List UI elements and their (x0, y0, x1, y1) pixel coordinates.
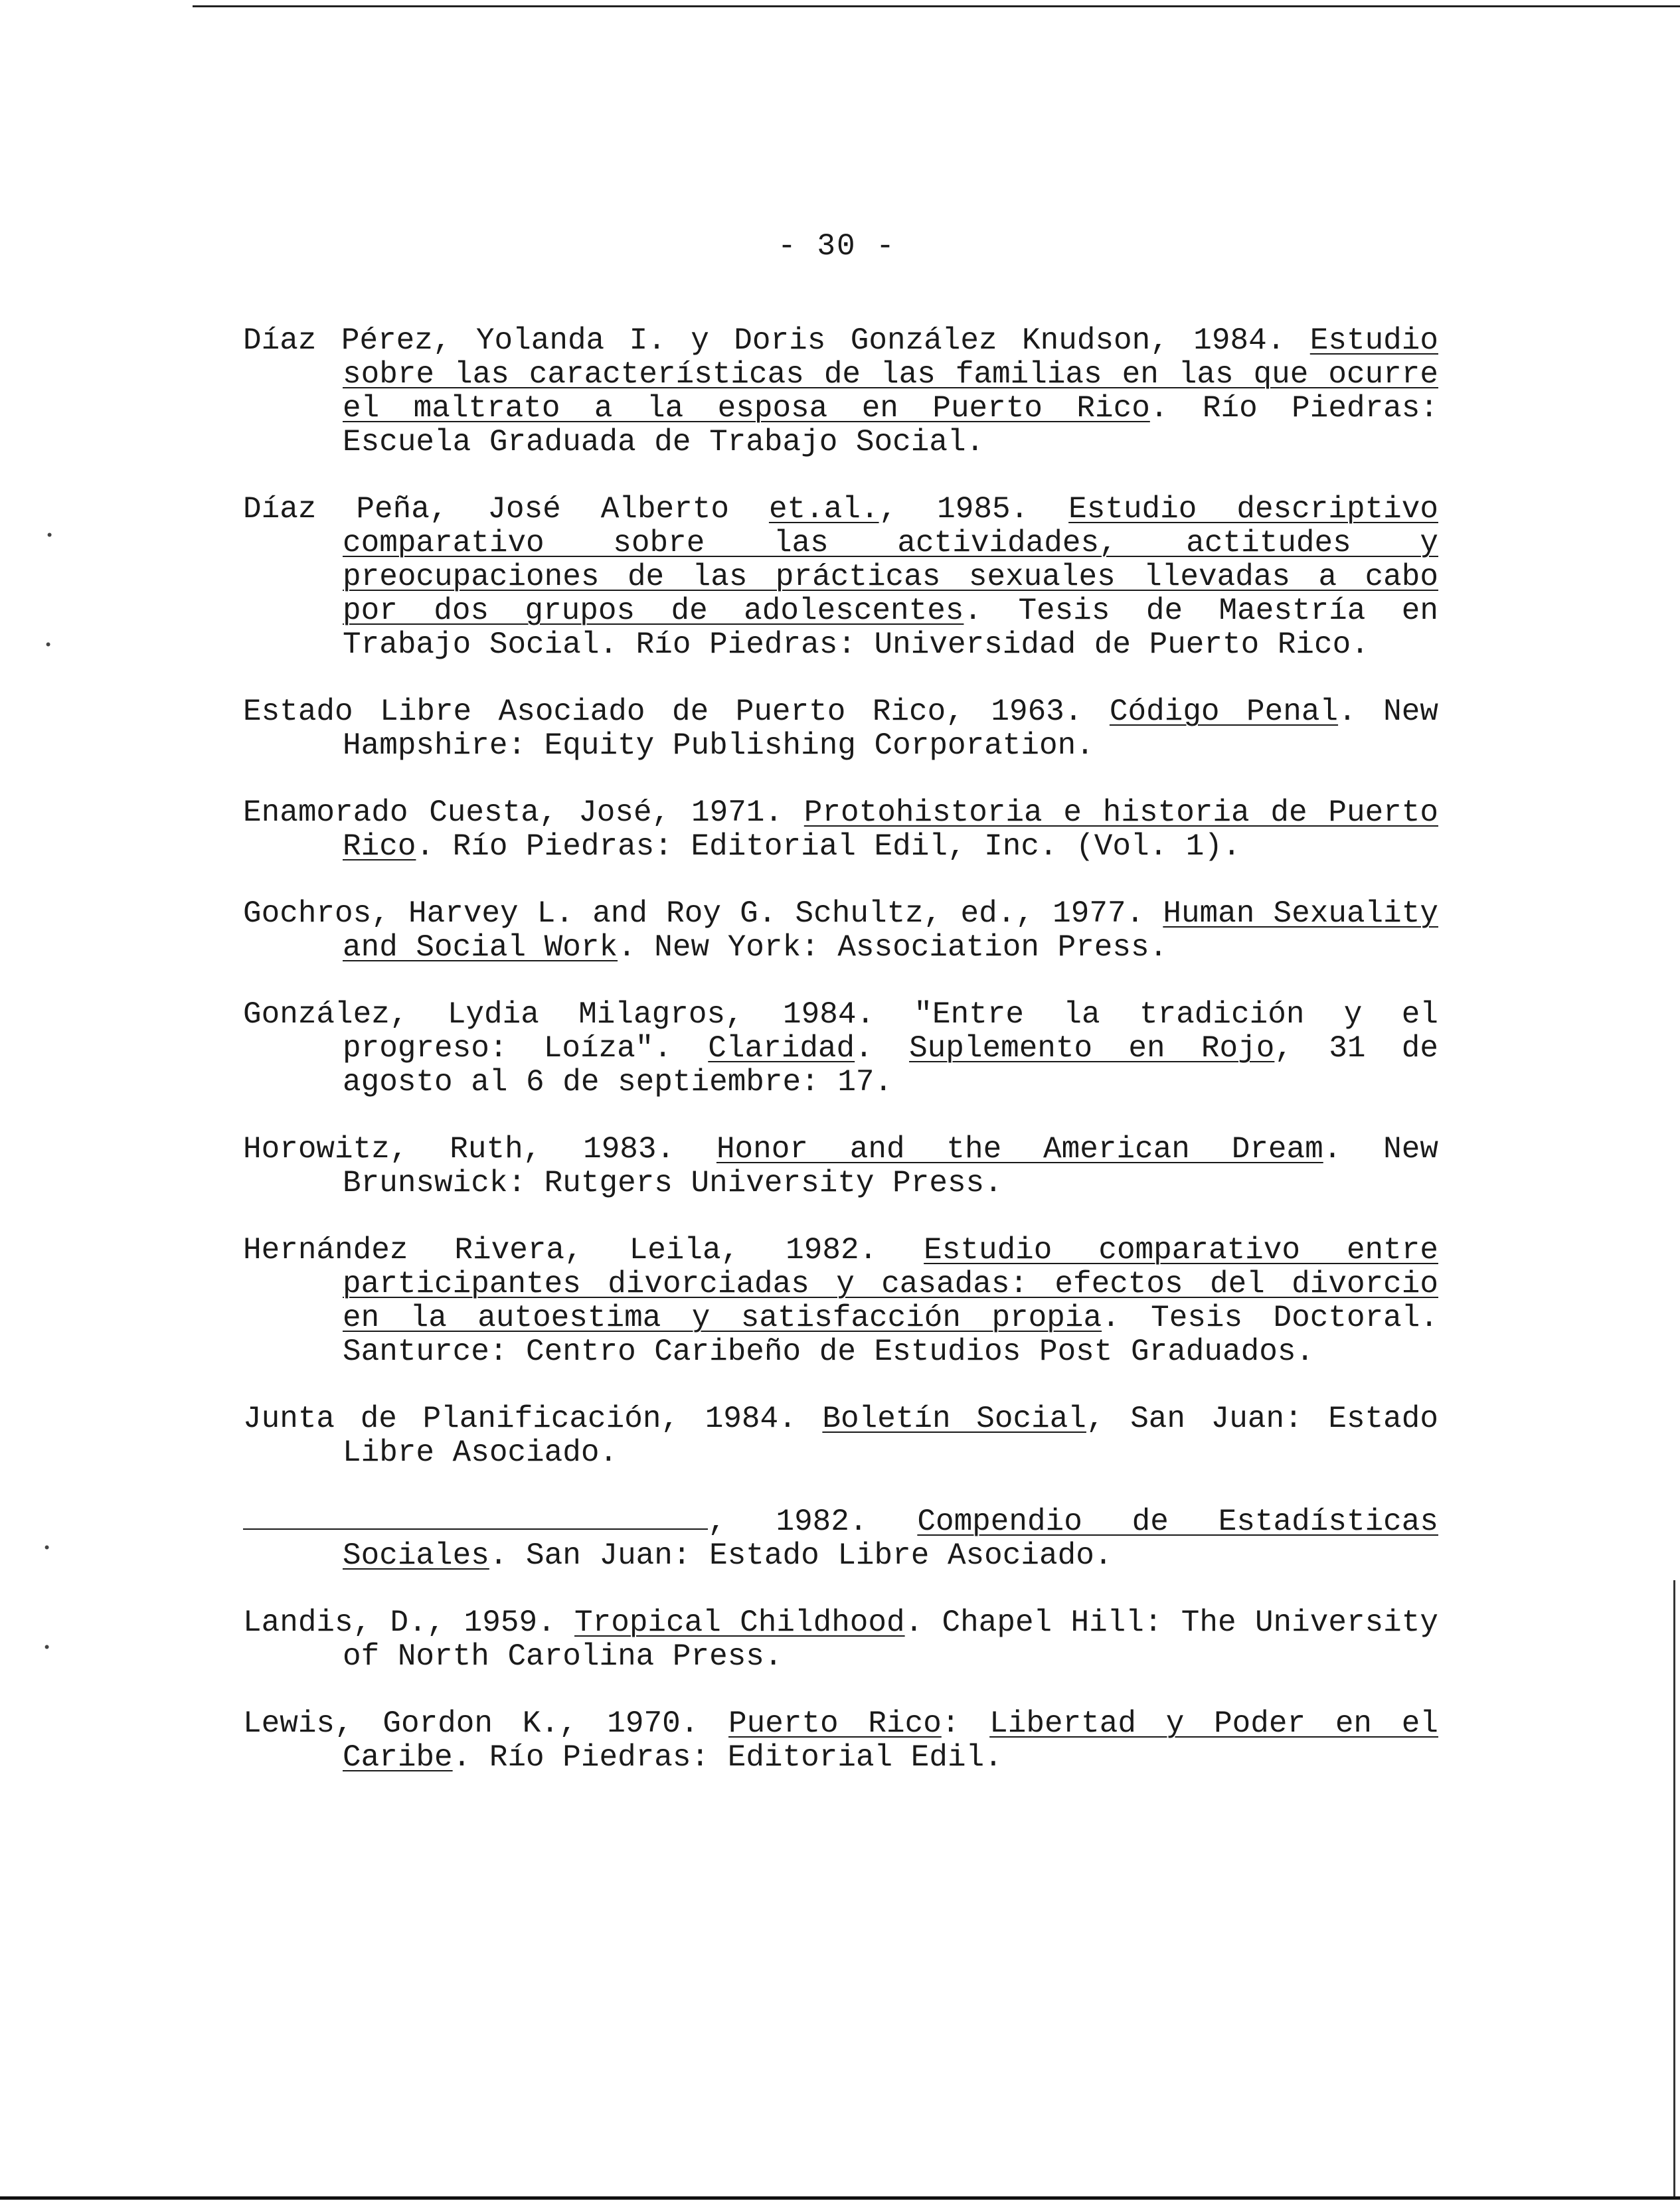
top-scan-edge (193, 5, 1680, 7)
margin-speck: • (45, 528, 54, 544)
bibliography-entry (243, 998, 1438, 1100)
entry-title: Compendio de Estadísticas Sociales (343, 1505, 1438, 1573)
bibliography-list (243, 324, 1438, 1808)
entry-publication: . Tesis de Maestría en Trabajo Social. Río Piedras: Universidad de Puerto Rico. (343, 594, 1438, 662)
entry-title: Human Sexuality and Social Work (343, 896, 1438, 965)
entry-title: Protohistoria e historia de Puerto Rico (343, 795, 1438, 864)
entry-title: Código Penal (1109, 694, 1339, 729)
entry-authors: Junta de Planificación, 1984. (243, 1402, 823, 1436)
bibliography-entry (243, 695, 1438, 763)
entry-authors: Hernández Rivera, Leila, 1982. (243, 1233, 924, 1267)
entry-authors: Landis, D., 1959. (243, 1605, 575, 1640)
entry-publication: . San Juan: Estado Libre Asociado. (489, 1538, 1113, 1573)
entry-publication: . New York: Association Press. (618, 930, 1168, 965)
bibliography-entry (243, 1402, 1438, 1470)
bibliography-entry (243, 1606, 1438, 1674)
entry-title: Estudio descriptivo comparativo sobre las actividades, actitudes y preocupaciones de las prácticas sexuales llevadas a cabo por dos grupos de adolescentes (343, 492, 1438, 628)
entry-separator: . (855, 1031, 910, 1066)
entry-authors: Estado Libre Asociado de Puerto Rico, 1963. (243, 694, 1110, 729)
bibliography-entry (243, 796, 1438, 864)
bibliography-entry (243, 897, 1438, 965)
entry-authors: Lewis, Gordon K., 1970. (243, 1706, 729, 1741)
repeated-author-line (243, 1503, 708, 1530)
bibliography-entry (243, 1234, 1438, 1369)
entry-authors: Díaz Peña, José Alberto (243, 492, 769, 527)
entry-publication: . Río Piedras: Editorial Edil, Inc. (Vol. 1). (416, 829, 1241, 864)
entry-separator: : (941, 1706, 990, 1741)
entry-title: Boletín Social (822, 1402, 1086, 1436)
right-scan-edge (1673, 1580, 1675, 2198)
bibliography-entry (243, 1133, 1438, 1200)
bibliography-entry (243, 493, 1438, 662)
bottom-scan-edge (0, 2196, 1680, 2200)
entry-publication: . Río Piedras: Editorial Edil. (452, 1740, 1003, 1775)
entry-title: Estudio comparativo entre participantes divorciadas y casadas: efectos del divorcio en la autoestima y satisfacción propia (343, 1233, 1438, 1335)
bibliography-entry (243, 324, 1438, 459)
bibliography-entry (243, 1707, 1438, 1775)
margin-speck: • (44, 637, 53, 654)
entry-title: Tropical Childhood (574, 1605, 905, 1640)
entry-supplement: Suplemento en Rojo (909, 1031, 1275, 1066)
entry-title: Estudio sobre las características de las familias en las que ocurre el maltrato a la esposa en Puerto Rico (343, 323, 1438, 426)
entry-authors: González, Lydia Milagros, 1984. "Entre la tradición y el progreso: Loíza". (243, 997, 1438, 1066)
entry-publication: , San Juan: Estado Libre Asociado. (343, 1402, 1438, 1470)
entry-year: , 1982. (708, 1505, 918, 1539)
entry-publication: . New Brunswick: Rutgers University Press. (343, 1132, 1438, 1200)
entry-authors: Enamorado Cuesta, José, 1971. (243, 795, 804, 830)
entry-journal: Claridad (708, 1031, 855, 1066)
entry-publication: . Tesis Doctoral. Santurce: Centro Caribeño de Estudios Post Graduados. (343, 1301, 1438, 1369)
entry-subtitle: Libertad y Poder en el Caribe (343, 1706, 1438, 1775)
entry-title: Puerto Rico (728, 1706, 942, 1741)
margin-speck: • (42, 1540, 52, 1557)
entry-publication: , 31 de agosto al 6 de septiembre: 17. (343, 1031, 1438, 1100)
entry-etal: et.al. (768, 492, 879, 527)
entry-title: Honor and the American Dream (716, 1132, 1323, 1167)
page-number: - 30 - (778, 229, 896, 264)
bibliography-entry (243, 1503, 1438, 1573)
entry-authors: Horowitz, Ruth, 1983. (243, 1132, 716, 1167)
entry-year: , 1985. (879, 492, 1069, 527)
entry-authors: Díaz Pérez, Yolanda I. y Doris González Knudson, 1984. (243, 323, 1310, 358)
margin-speck: • (42, 1640, 52, 1657)
entry-publication: . Río Piedras: Escuela Graduada de Trabajo Social. (343, 391, 1438, 459)
entry-publication: . Chapel Hill: The University of North Carolina Press. (343, 1605, 1438, 1674)
entry-authors: Gochros, Harvey L. and Roy G. Schultz, ed., 1977. (243, 896, 1163, 931)
entry-publication: . New Hampshire: Equity Publishing Corporation. (343, 694, 1438, 763)
